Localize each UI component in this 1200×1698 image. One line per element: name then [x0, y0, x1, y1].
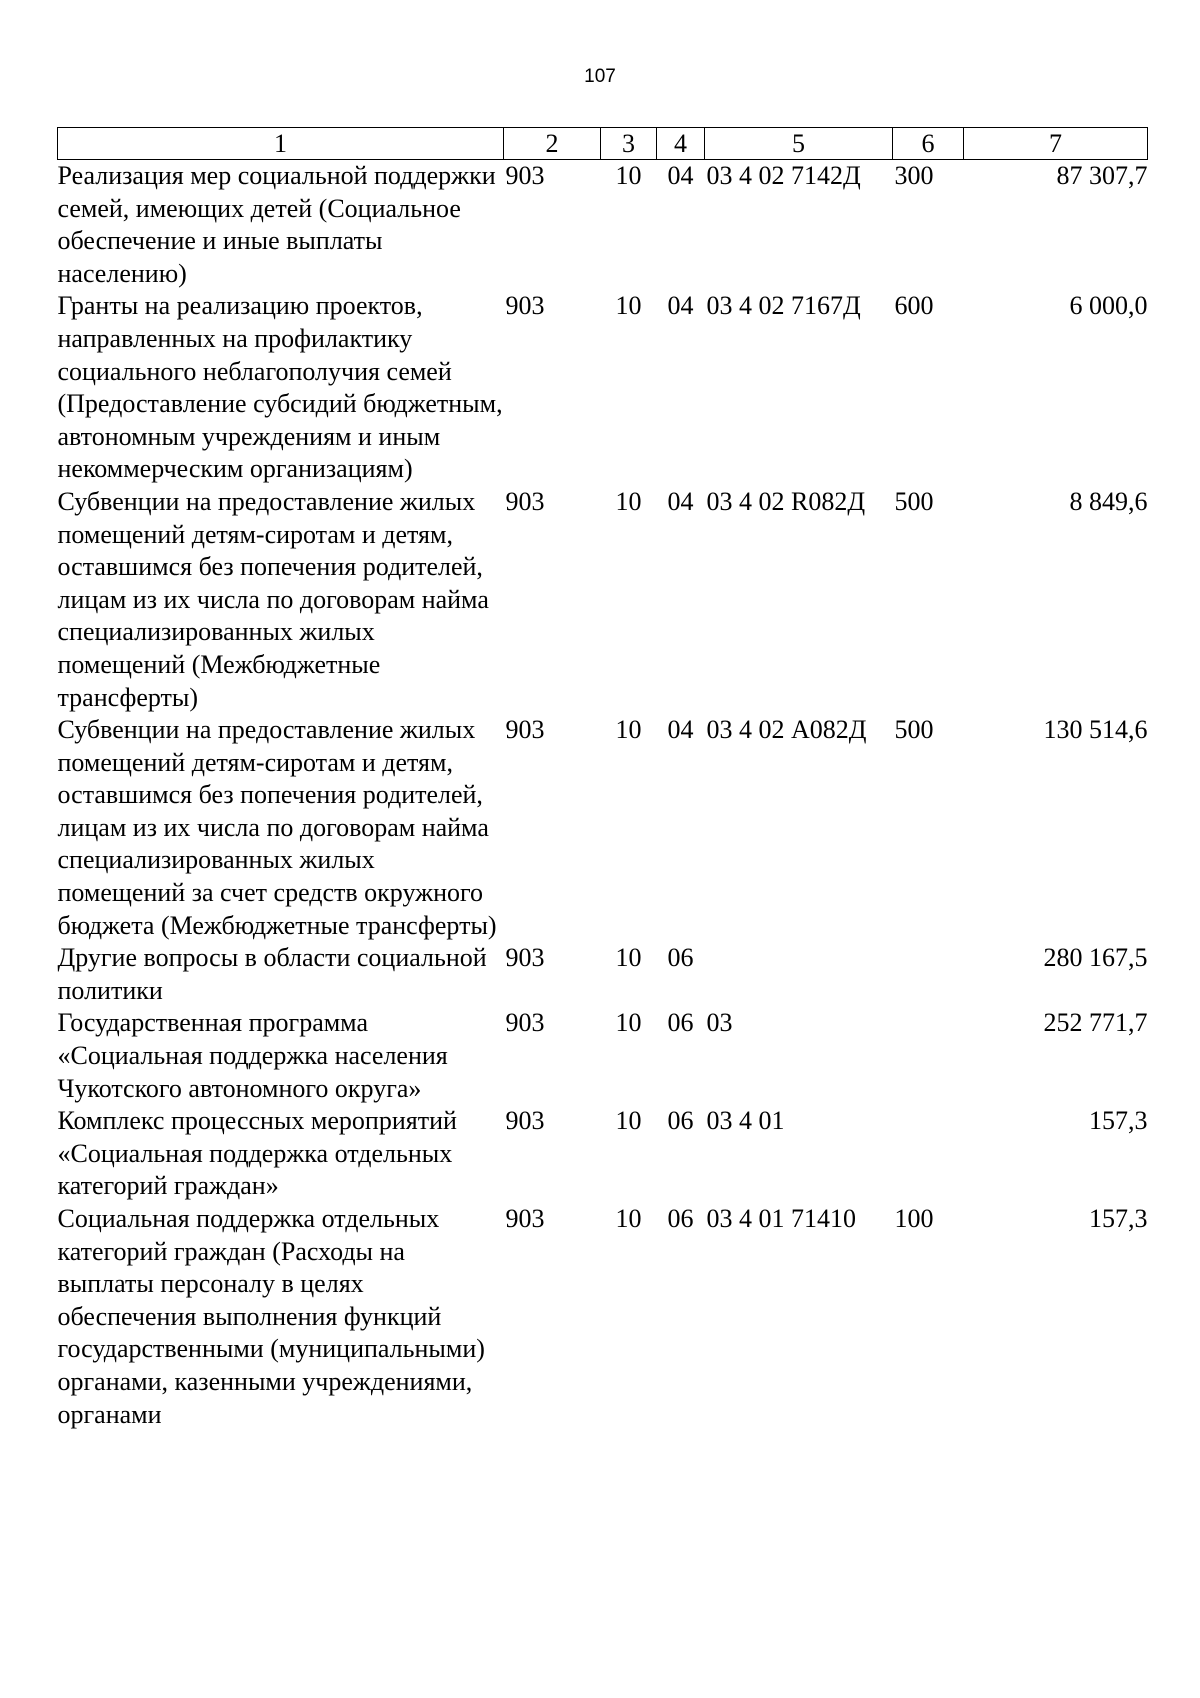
row-col2: 903	[505, 715, 545, 745]
row-amount: 6 000,0	[1069, 291, 1148, 321]
row-col3: 10	[615, 1204, 642, 1233]
page-number: 107	[584, 66, 616, 87]
table-row	[58, 160, 1148, 291]
row-description: Другие вопросы в области социальной политики	[57, 943, 487, 1005]
row-col5: 03	[706, 1008, 733, 1038]
row-col2: 903	[505, 291, 545, 321]
row-col3: 10	[615, 1008, 642, 1038]
row-col4: 04	[667, 161, 694, 190]
row-col3: 10	[615, 161, 642, 190]
row-col4: 06	[667, 943, 694, 973]
row-col2: 903	[505, 1204, 545, 1233]
row-col4: 06	[667, 1204, 694, 1233]
row-description: Социальная поддержка отдельных категорий граждан (Расходы на выплаты персоналу в целях обеспечения выполнения функций государственными (муниципальными) органами, казенными учреждениями, органами	[57, 1204, 485, 1429]
row-col3: 10	[615, 1106, 642, 1136]
table-row	[58, 714, 1148, 942]
row-col5: 03 4 01	[706, 1106, 785, 1136]
row-col6: 600	[894, 291, 934, 321]
budget-table	[57, 127, 1148, 1431]
row-amount: 252 771,7	[1043, 1008, 1148, 1038]
row-description: Субвенции на предоставление жилых помещений детям-сиротам и детям, оставшимся без попечения родителей, лицам из их числа по договорам найма специализированных жилых помещений за счет средств окружного бюджета (Межбюджетные трансферты)	[57, 715, 497, 940]
row-col3: 10	[615, 943, 642, 973]
row-amount: 8 849,6	[1069, 486, 1148, 516]
row-col2: 903	[505, 1106, 545, 1136]
row-col6: 500	[894, 715, 934, 745]
row-col5: 03 4 02 А082Д	[706, 715, 867, 745]
row-amount: 130 514,6	[1043, 715, 1148, 745]
row-col4: 04	[667, 486, 694, 516]
row-description: Гранты на реализацию проектов, направленных на профилактику социального неблагополучия семей (Предоставление субсидий бюджетным, автономным учреждениям и иным некоммерческим организациям)	[57, 291, 503, 484]
header-col-4: 4	[657, 128, 705, 160]
row-col2: 903	[505, 943, 545, 973]
row-col5: 03 4 01 71410	[706, 1204, 856, 1233]
row-col2: 903	[505, 486, 545, 516]
row-col3: 10	[615, 715, 642, 745]
table-header-row	[58, 128, 1148, 160]
header-col-1: 1	[58, 128, 504, 160]
row-col4: 04	[667, 715, 694, 745]
row-col6: 300	[894, 161, 934, 190]
row-col2: 903	[505, 161, 545, 190]
row-amount: 87 307,7	[1056, 161, 1148, 190]
table-row	[58, 290, 1148, 486]
row-col6	[893, 1105, 964, 1203]
row-col4: 06	[667, 1008, 694, 1038]
row-col5: 03 4 02 7167Д	[706, 291, 861, 321]
row-col6: 100	[894, 1204, 934, 1233]
row-col6: 500	[894, 486, 934, 516]
row-col4: 06	[667, 1106, 694, 1136]
row-col3: 10	[615, 291, 642, 321]
table-row	[58, 1203, 1148, 1431]
row-col5	[705, 942, 893, 1007]
table-row	[58, 1007, 1148, 1105]
header-col-7: 7	[964, 128, 1148, 160]
row-amount: 280 167,5	[1043, 943, 1148, 973]
header-col-3: 3	[601, 128, 657, 160]
row-col2: 903	[505, 1008, 545, 1038]
row-amount: 157,3	[1089, 1106, 1148, 1136]
header-col-6: 6	[893, 128, 964, 160]
row-col5: 03 4 02 7142Д	[706, 161, 861, 190]
row-description: Субвенции на предоставление жилых помещений детям-сиротам и детям, оставшимся без попечения родителей, лицам из их числа по договорам найма специализированных жилых помещений (Межбюджетные трансферты)	[57, 486, 489, 712]
row-col6	[893, 1007, 964, 1105]
row-description: Реализация мер социальной поддержки семей, имеющих детей (Социальное обеспечение и иные выплаты населению)	[57, 161, 496, 288]
header-col-5: 5	[705, 128, 893, 160]
header-col-2: 2	[504, 128, 601, 160]
row-col5: 03 4 02 R082Д	[706, 486, 866, 516]
table-row	[58, 486, 1148, 714]
row-col4: 04	[667, 291, 694, 321]
row-description: Комплекс процессных мероприятий «Социальная поддержка отдельных категорий граждан»	[57, 1106, 457, 1201]
row-description: Государственная программа «Социальная поддержка населения Чукотского автономного округа»	[57, 1008, 448, 1103]
row-col3: 10	[615, 486, 642, 516]
table-row	[58, 1105, 1148, 1203]
table-row	[58, 942, 1148, 1007]
row-amount: 157,3	[1089, 1204, 1148, 1233]
row-col6	[893, 942, 964, 1007]
